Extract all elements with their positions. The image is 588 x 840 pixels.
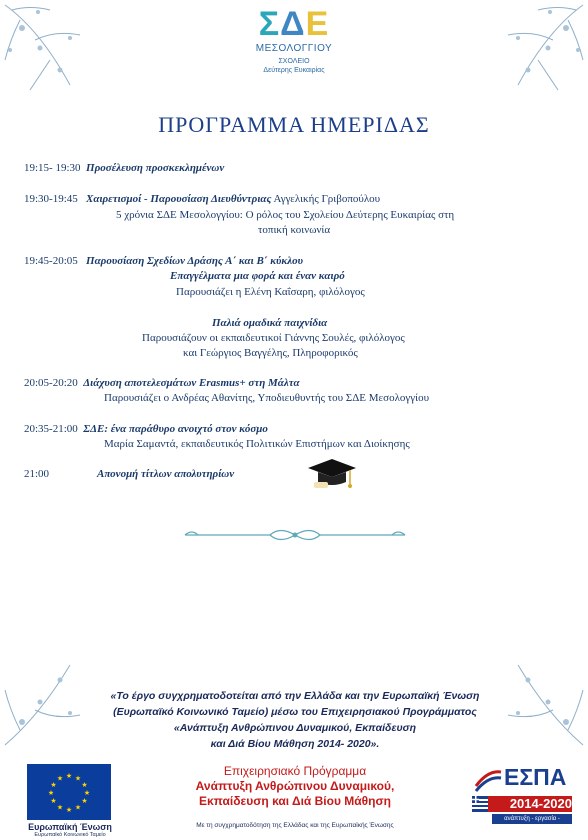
item-detail: 5 χρόνια ΣΔΕ Μεσολογγίου: Ο ρόλος του Σχολείου Δεύτερης Ευκαιρίας στη: [116, 209, 455, 221]
svg-text:★: ★: [56, 803, 64, 812]
logo-mark: ΣΔΕ: [258, 5, 330, 43]
svg-text:★: ★: [83, 789, 91, 797]
item-title: Χαιρετισμοί - Παρουσίαση Διευθύντριας: [86, 193, 272, 205]
schedule-item: [24, 376, 300, 391]
ornamental-divider-icon: [180, 524, 410, 546]
eu-sub-label: Ευρωπαϊκό Κοινωνικό Ταμείο: [34, 832, 106, 838]
time: 21:00: [24, 468, 50, 480]
eu-label: Ευρωπαϊκή Ένωση: [28, 822, 112, 832]
time: 20:05-20:20: [24, 377, 78, 389]
cofunding-note: Με τη συγχρηματοδότηση της Ελλάδας και της Ευρωπαϊκής Ένωσης: [196, 822, 394, 829]
item-presenter: Παρουσιάζει ο Ανδρέας Αθανίτης, Υποδιευθυντής του ΣΔΕ Μεσολογγίου: [104, 392, 430, 404]
svg-text:★: ★: [81, 797, 88, 805]
item-title: ΣΔΕ: ένα παράθυρο ανοιχτό στον κόσμο: [83, 423, 268, 435]
item-presenter: Παρουσιάζουν οι εκπαιδευτικοί Γιάννης Σουλές, φιλόλογος: [142, 332, 405, 344]
svg-text:★: ★: [47, 789, 55, 797]
espa-swoosh-icon: [474, 766, 502, 794]
espa-years: 2014-2020: [472, 796, 572, 812]
schedule-item: [24, 254, 303, 269]
page-title: ΠΡΟΓΡΑΜΜΑ ΗΜΕΡΙΔΑΣ: [158, 112, 430, 137]
time: 20:35-21:00: [24, 423, 78, 435]
espa-tagline: ανάπτυξη - εργασία - αλληλεγγύη: [492, 814, 572, 824]
item-name: Αγγελικής Γριβοπούλου: [271, 193, 381, 205]
time: 19:30-19:45: [24, 193, 78, 205]
time: 19:45-20:05: [24, 255, 78, 267]
item-title: Παλιά ομαδικά παιχνίδια: [212, 317, 328, 329]
svg-text:★: ★: [56, 774, 64, 783]
floral-branch-icon: [0, 0, 95, 95]
item-presenter: Παρουσιάζει η Ελένη Καΐσαρη, φιλόλογος: [176, 286, 365, 298]
item-title: Απονομή τίτλων απολυτηρίων: [97, 468, 235, 480]
svg-text:★: ★: [74, 803, 82, 812]
schedule-item: [24, 161, 224, 176]
item-title: Διάχυση αποτελεσμάτων Erasmus+ στη Μάλτα: [83, 377, 300, 389]
item-detail: τοπική κοινωνία: [258, 224, 331, 236]
svg-text:★: ★: [65, 806, 73, 814]
item-subtitle: Επαγγέλματα μια φορά και έναν καιρό: [170, 270, 345, 282]
espa-word: ΕΣΠΑ: [504, 764, 567, 790]
funding-statement: «Το έργο συγχρηματοδοτείται από την Ελλάδα και την Ευρωπαϊκή Ένωση (Ευρωπαϊκό Κοινωνικό Ταμείο) μέσω του Επιχειρησιακού Προγράμματος «Ανάπτυξη Ανθρώπινου Δυναμικού, Εκπαίδευση και Διά Βίου Μάθηση 2014- 2020».: [110, 690, 480, 750]
svg-text:★: ★: [65, 772, 73, 780]
svg-text:★: ★: [50, 781, 57, 789]
item-title: Προσέλευση προσκεκλημένων: [86, 162, 225, 174]
item-title: Παρουσίαση Σχεδίων Δράσης Α΄ και Β΄ κύκλου: [86, 255, 304, 267]
floral-branch-icon: [493, 0, 588, 95]
schedule-item: [24, 422, 268, 437]
espa-logo: [472, 764, 572, 832]
operational-programme: Επιχειρησιακό Πρόγραμμα Ανάπτυξη Ανθρώπινου Δυναμικού, Εκπαίδευση και Διά Βίου Μάθηση: [195, 764, 395, 808]
svg-text:★: ★: [50, 797, 57, 805]
svg-text:★: ★: [81, 781, 88, 789]
time: 19:15- 19:30: [24, 162, 81, 174]
logo-city: ΜΕΣΟΛΟΓΓΙΟΥ: [255, 43, 333, 54]
logo-subtitle: ΣΧΟΛΕΙΟ Δεύτερης Ευκαιρίας: [263, 58, 325, 74]
school-logo: [253, 6, 335, 75]
schedule-item: [24, 467, 49, 482]
greek-flag-icon: [472, 796, 488, 812]
item-presenter: Μαρία Σαμαντά, εκπαιδευτικός Πολιτικών Επιστήμων και Διοίκησης: [104, 438, 410, 450]
graduation-cap-icon: [304, 456, 360, 492]
item-presenter: και Γεώργιος Βαγγέλης, Πληροφορικός: [183, 347, 358, 359]
svg-text:★: ★: [74, 774, 82, 783]
schedule-item: [24, 192, 380, 207]
eu-flag-icon: [27, 764, 111, 820]
